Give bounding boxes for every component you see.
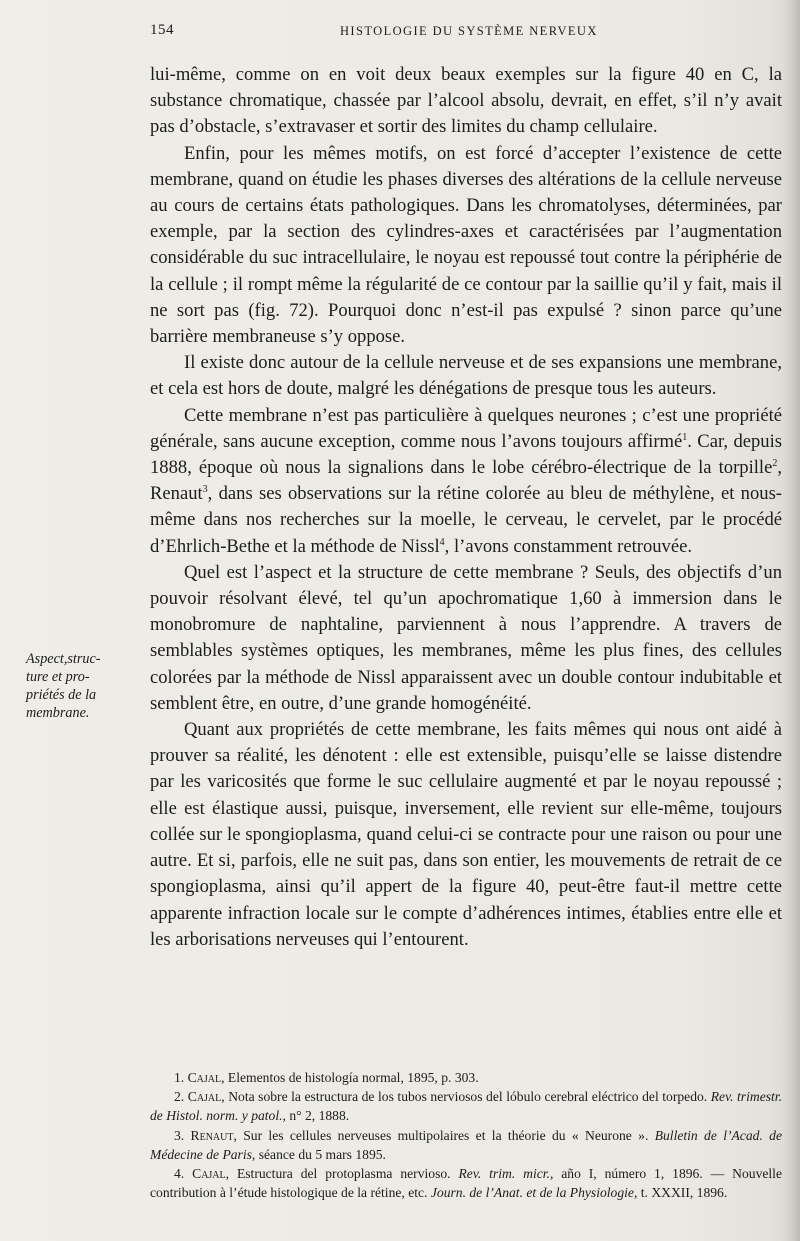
footnote-text: , séance du 5 mars 1895. <box>251 1146 386 1162</box>
paragraph: Enfin, pour les mêmes motifs, on est forcé d’accepter l’existence de cette membrane, quand on étudie les phases diverses des altérations de la cellule nerveuse au cours de certains états pathologiques. Dans les chromatolyses, déterminées, par exemple, par la section des cylindres-axes et caractérisées par l’augmentation considérable du suc intracellulaire, le noyau est repoussé tout contre la périphérie de la cellule ; il rompt même la régularité de ce contour par la saillie qu’il y fait, mais il ne sort pas (fig. 72). Pourquoi donc n’est-il pas expulsé ? sinon parce qu’une barrière membraneuse s’y oppose. <box>150 142 782 348</box>
footnote-text: , t. XXXII, 1896. <box>633 1185 728 1201</box>
footnote-journal: Rev. trim. micr. <box>458 1166 550 1182</box>
footnote-journal: Bulletin de l’Acad. de Médecine de Paris <box>150 1127 782 1162</box>
footnote-text: , n° 2, 1888. <box>282 1108 350 1124</box>
footnote-ref: 3 <box>202 484 208 496</box>
footnote-journal: Rev. trimestr. de Histol. norm. y patol. <box>150 1089 782 1124</box>
page-edge-shadow <box>782 0 800 1241</box>
footnotes <box>150 1068 782 1202</box>
page-number: 154 <box>150 22 174 38</box>
footnote-ref: 4 <box>439 536 445 548</box>
paragraph-text: , Renaut <box>150 457 782 505</box>
margin-note-line: membrane. <box>26 705 90 721</box>
margin-note-line: priétés de la <box>26 687 97 703</box>
paragraph: lui-même, comme on en voit deux beaux exemples sur la figure 40 en C, la substance chromatique, chassée par l’alcool absolu, devrait, en effet, s’il n’y avait pas d’obstacle, s’extravaser et sortir des limites du champ cellulaire. <box>150 64 782 138</box>
footnote <box>150 1068 782 1087</box>
paragraph <box>150 403 782 560</box>
paragraph-text: , dans ses observations sur la rétine colorée au bleu de méthylène, et nous-même dans nos recherches sur la moelle, le cerveau, le cervelet, par le procédé d’Ehrlich-Bethe et la méthode de Nissl <box>150 483 782 557</box>
footnote <box>150 1087 782 1125</box>
body-text <box>150 62 782 953</box>
paragraph-text: Cette membrane n’est pas particulière à quelques neurones ; c’est une propriété générale, sans aucune exception, comme nous l’avons toujours affirmé <box>150 404 782 452</box>
footnote-author: Cajal <box>187 1070 222 1085</box>
footnote-number: 3. <box>174 1127 185 1143</box>
footnote-ref: 1 <box>682 431 688 443</box>
footnote-ref: 2 <box>772 457 778 469</box>
margin-note-line: Aspect,struc- <box>26 651 101 667</box>
footnote-text: , Nota sobre la estructura de los tubos nerviosos del lóbulo cerebral eléctrico del torpedo. <box>221 1089 711 1105</box>
footnote <box>150 1126 782 1164</box>
footnote-number: 4. <box>174 1166 185 1182</box>
margin-note-line: ture et pro- <box>26 669 90 685</box>
paragraph-text: , l’avons constamment retrouvée. <box>444 535 692 557</box>
footnote-number: 2. <box>174 1089 185 1105</box>
paragraph: Il existe donc autour de la cellule nerveuse et de ses expansions une membrane, et cela est hors de doute, malgré les dénégations de presque tous les auteurs. <box>150 352 782 400</box>
footnote-journal: Journ. de l’Anat. et de la Physiologie <box>430 1185 634 1201</box>
paragraph: Quel est l’aspect et la structure de cette membrane ? Seuls, des objectifs d’un pouvoir résolvant élevé, tel qu’un apochromatique 1,60 à immersion dans le monobromure de naphtaline, parviennent à nous l’apprendre. A travers de semblables systèmes optiques, les membranes, même les plus fines, des cellules colorées par la méthode de Nissl apparaissent avec un double contour indubitable et semblent être, en outre, d’une grande homogénéité. <box>150 561 782 714</box>
footnote <box>150 1164 782 1202</box>
footnote-number: 1. <box>174 1070 185 1085</box>
footnote-author: Renaut <box>190 1127 234 1143</box>
running-title: HISTOLOGIE DU SYSTÈME NERVEUX <box>340 24 598 38</box>
margin-note <box>26 650 136 722</box>
footnote-author: Cajal <box>187 1089 222 1105</box>
page-header <box>148 22 708 44</box>
footnote-author: Cajal <box>192 1166 226 1182</box>
paragraph-text: . Car, depuis 1888, époque où nous la signalions dans le lobe cérébro-électrique de la torpille <box>150 430 782 479</box>
footnote-text: , año I, número 1, 1896. — Nouvelle contribution à l’étude histologique de la rétine, etc. <box>150 1166 782 1201</box>
footnote-text: , Sur les cellules nerveuses multipolaires et la théorie du « Neurone ». <box>233 1127 655 1143</box>
footnote-text: , Elementos de histología normal, 1895, p. 303. <box>221 1070 479 1085</box>
footnote-text: , Estructura del protoplasma nervioso. <box>225 1166 459 1182</box>
paragraph: Quant aux propriétés de cette membrane, les faits mêmes qui nous ont aidé à prouver sa réalité, les dénotent : elle est extensible, puisqu’elle se laisse distendre par les varicosités que forme le suc cellulaire augmenté et par le noyau repoussé ; elle est élastique aussi, puisque, inversement, elle revient sur elle-même, toujours collée sur le spongioplasma, quand celui-ci se contracte pour une raison ou pour une autre. Et si, parfois, elle ne suit pas, dans son entier, les mouvements de retrait de ce spongioplasma, ainsi qu’il appert de la figure 40, peut-être faut-il mettre cette apparente infraction locale sur le compte d’adhérences intimes, établies entre elle et les arborisations nerveuses qui l’entourent. <box>150 719 782 950</box>
